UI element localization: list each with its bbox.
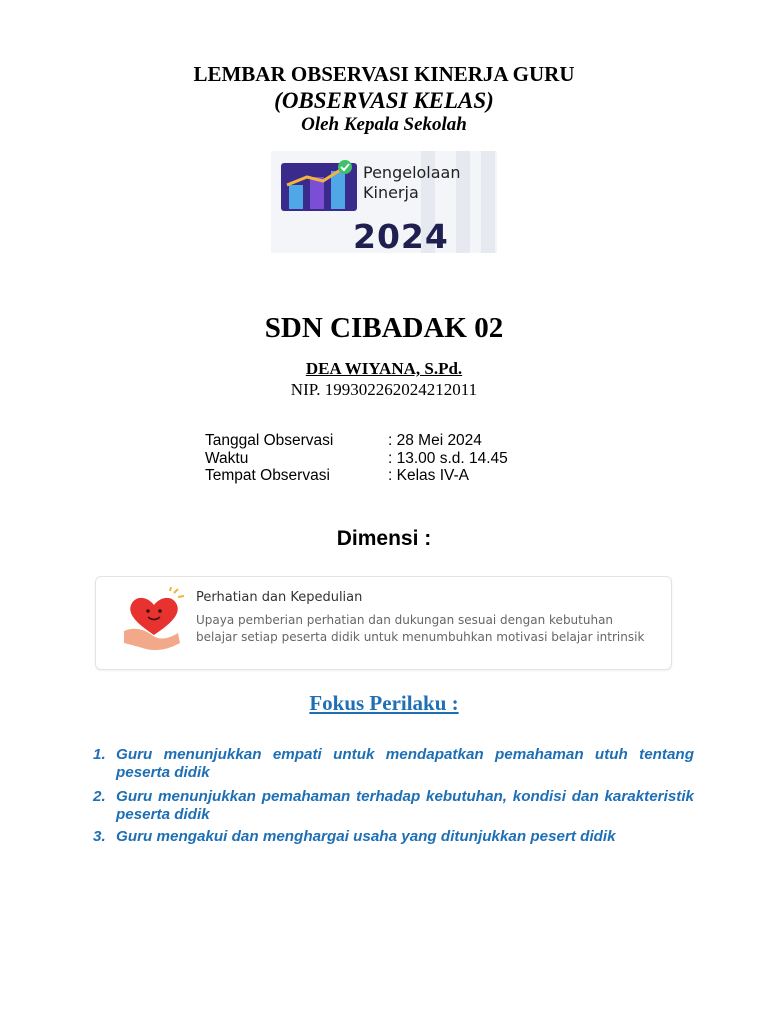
info-label: Tempat Observasi <box>205 467 330 484</box>
dimensi-heading: Dimensi : <box>336 527 432 550</box>
list-item-text: Guru menunjukkan pemahaman terhadap kebutuhan, kondisi dan karakteristik peserta didik <box>116 788 694 823</box>
chart-logo-icon <box>279 155 359 217</box>
list-item-text: Guru menunjukkan empati untuk mendapatkan pemahaman utuh tentang peserta didik <box>116 746 694 781</box>
pengelolaan-kinerja-logo <box>271 151 497 253</box>
dimensi-card-desc-line2: belajar setiap peserta didik untuk menumbuhkan motivasi belajar intrinsik <box>196 629 645 644</box>
heart-hand-icon <box>118 587 188 657</box>
dimensi-card-desc-line1: Upaya pemberian perhatian dan dukungan sesuai dengan kebutuhan <box>196 613 614 627</box>
teacher-nip: NIP. 199302262024212011 <box>290 380 478 399</box>
list-item-number: 1. <box>93 746 106 763</box>
document-byline: Oleh Kepala Sekolah <box>301 114 467 135</box>
list-item-text: Guru mengakui dan menghargai usaha yang ditunjukkan pesert didik <box>116 828 616 845</box>
teacher-name: DEA WIYANA, S.Pd. <box>305 359 463 378</box>
dimensi-card-description <box>196 612 656 645</box>
logo-year: 2024 <box>353 217 449 253</box>
list-item-number: 3. <box>93 828 106 845</box>
logo-text <box>363 163 461 203</box>
document-subtitle: (OBSERVASI KELAS) <box>274 88 494 113</box>
list-item-number: 2. <box>93 788 106 805</box>
logo-text-line2: Kinerja <box>363 183 419 202</box>
school-name: SDN CIBADAK 02 <box>264 312 504 344</box>
info-value: : 28 Mei 2024 <box>388 432 482 449</box>
info-label: Waktu <box>205 450 249 467</box>
dimensi-card <box>95 576 672 670</box>
dimensi-card-title: Perhatian dan Kepedulian <box>196 590 363 605</box>
info-label: Tanggal Observasi <box>205 432 334 449</box>
document-title: LEMBAR OBSERVASI KINERJA GURU <box>193 62 575 86</box>
fokus-heading: Fokus Perilaku : <box>309 691 459 715</box>
info-value: : 13.00 s.d. 14.45 <box>388 450 508 467</box>
info-value: : Kelas IV-A <box>388 467 469 484</box>
logo-text-line1: Pengelolaan <box>363 163 461 182</box>
